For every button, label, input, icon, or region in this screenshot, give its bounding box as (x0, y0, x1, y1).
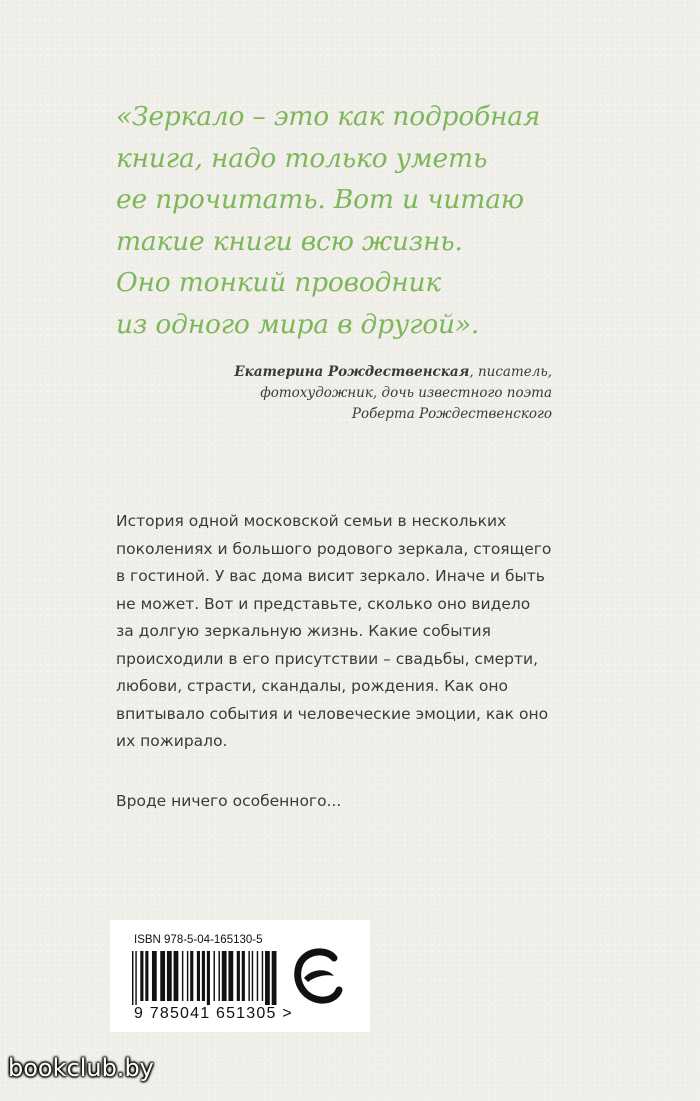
barcode-bar (252, 951, 253, 1001)
barcode-bar (152, 951, 157, 1001)
attribution-line: Роберта Рождественского (351, 406, 552, 422)
barcode-bar (213, 951, 214, 1001)
site-watermark: bookclub.by (8, 1054, 154, 1082)
barcode-bar (167, 951, 172, 1001)
barcode-bar (228, 951, 233, 1001)
description-line: поколениях и большого родового зеркала, стоящего (116, 539, 552, 558)
barcode-bar (265, 951, 270, 1005)
description-line: их пожирало. (116, 732, 228, 750)
quote-line: Оно тонкий проводник (116, 267, 441, 298)
quote-line: «Зеркало – это как подробная (116, 101, 541, 132)
quote-line: такие книги всю жизнь. (116, 225, 463, 257)
description-line: за долгую зеркальную жизнь. Какие события (116, 622, 491, 640)
quote-line: книга, надо только уметь (116, 142, 488, 174)
barcode-bars (132, 951, 280, 1005)
isbn-label: ISBN 978-5-04-165130-5 (134, 934, 263, 946)
description-line: История одной московской семьи в нескольких (116, 512, 507, 530)
book-description (116, 508, 586, 756)
barcode-bar (237, 951, 240, 1001)
barcode-bar (182, 951, 183, 1001)
attribution-role: , писатель, (469, 364, 552, 380)
barcode-bar (190, 951, 193, 1001)
barcode-digits: 9 785041 651305 > (134, 1005, 293, 1022)
attribution-author: Екатерина Рождественская (234, 364, 470, 380)
description-line: происходили в его присутствии – свадьбы, смерти, (116, 649, 539, 668)
barcode-bar (272, 951, 277, 1005)
description-line: любови, страсти, скандалы, рождения. Как оно (116, 677, 508, 695)
description-line: в гостиной. У вас дома висит зеркало. Иначе и быть (116, 567, 545, 585)
barcode-bar (218, 951, 219, 1001)
quote-attribution (234, 362, 552, 425)
barcode-bar (160, 951, 165, 1001)
barcode-bar (145, 951, 148, 1001)
eksmo-logo-icon (290, 946, 346, 1008)
barcode-bar (202, 951, 205, 1001)
barcode-bar (222, 951, 227, 1001)
barcode-bar (174, 951, 179, 1001)
description-teaser: Вроде ничего особенного... (116, 792, 342, 810)
epigraph-quote (116, 96, 586, 345)
description-line: впитывало события и человеческие эмоции, как оно (116, 704, 549, 723)
attribution-line: фотохудожник, дочь известного поэта (260, 385, 552, 401)
quote-line: ее прочитать. Вот и читаю (116, 184, 524, 215)
barcode-bar (242, 951, 245, 1001)
barcode-bar (207, 951, 210, 1005)
barcode-bar (257, 951, 258, 1001)
barcode-bar (248, 951, 249, 1001)
quote-line: из одного мира в другой». (116, 308, 480, 340)
barcode-bar (262, 951, 263, 1001)
barcode-bar (132, 951, 133, 1005)
description-line: не может. Вот и представьте, сколько оно видело (116, 594, 531, 613)
barcode-bar (187, 951, 188, 1001)
barcode-bar (197, 951, 200, 1001)
barcode-bar (140, 951, 143, 1001)
barcode-bar (135, 951, 136, 1005)
attribution-line (234, 362, 552, 383)
